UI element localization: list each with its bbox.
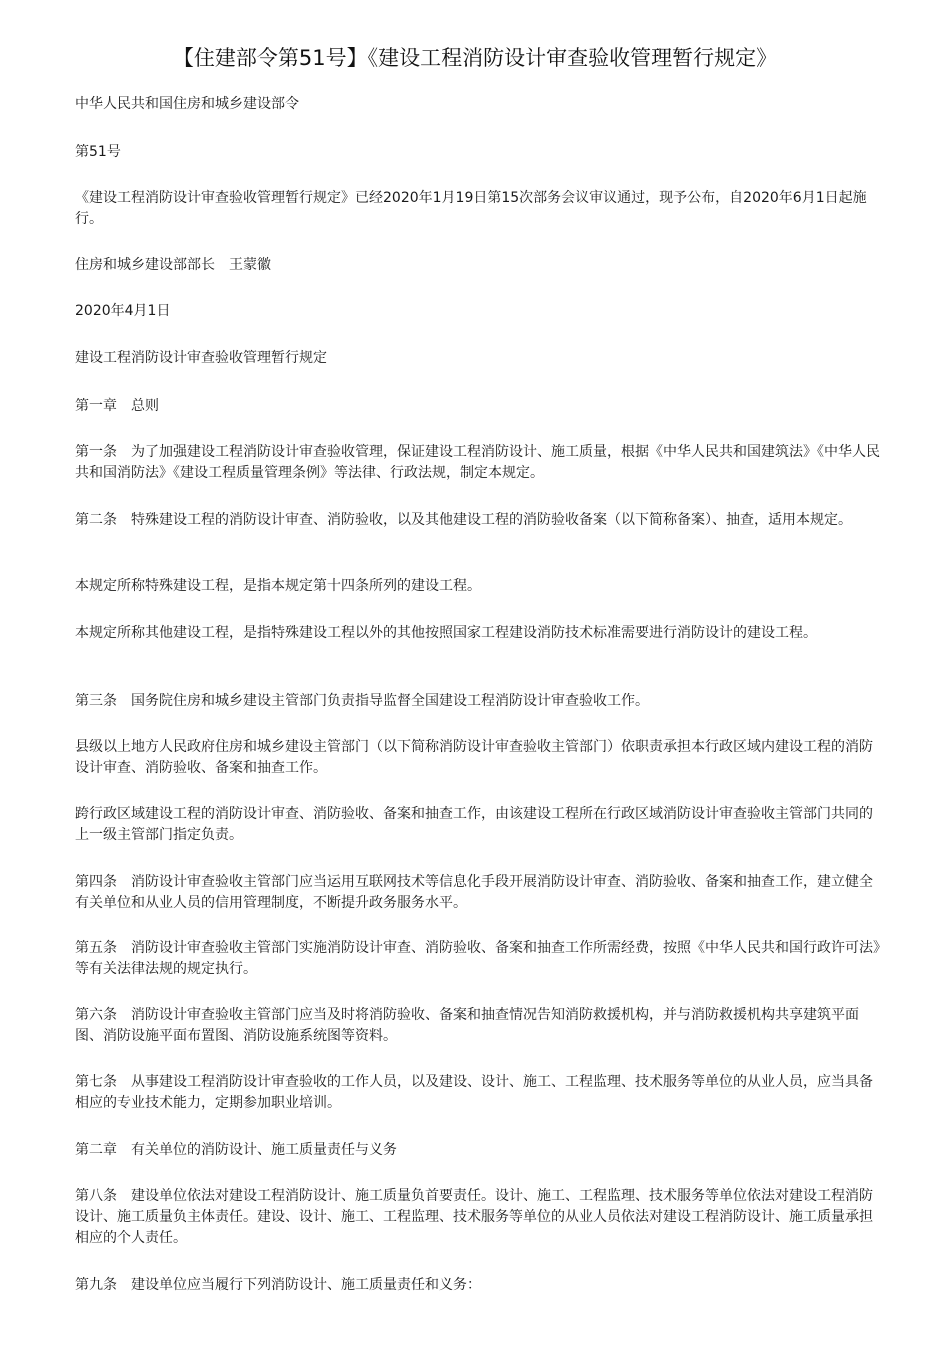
body-paragraph: 本规定所称特殊建设工程，是指本规定第十四条所列的建设工程。 bbox=[75, 578, 481, 594]
body-paragraph: 县级以上地方人民政府住房和城乡建设主管部门（以下简称消防设计审查验收主管部门）依职责承担本行政区域内建设工程的消防设计审查、消防验收、备案和抽查工作。 bbox=[75, 739, 873, 776]
article-paragraph: 第七条 从事建设工程消防设计审查验收的工作人员，以及建设、设计、施工、工程监理、技术服务等单位的从业人员，应当具备相应的专业技术能力，定期参加职业培训。 bbox=[75, 1074, 873, 1111]
signatory-line: 住房和城乡建设部部长 王蒙徽 bbox=[75, 257, 271, 273]
article-paragraph: 第六条 消防设计审查验收主管部门应当及时将消防验收、备案和抽查情况告知消防救援机构，并与消防救援机构共享建筑平面图、消防设施平面布置图、消防设施系统图等资料。 bbox=[75, 1007, 859, 1044]
body-paragraph: 本规定所称其他建设工程，是指特殊建设工程以外的其他按照国家工程建设消防技术标准需要进行消防设计的建设工程。 bbox=[75, 625, 817, 641]
document-title: 【住建部令第51号】《建设工程消防设计审查验收管理暂行规定》 bbox=[172, 46, 778, 70]
chapter-heading: 第一章 总则 bbox=[75, 398, 159, 414]
order-number: 第51号 bbox=[75, 144, 121, 160]
regulation-title: 建设工程消防设计审查验收管理暂行规定 bbox=[75, 350, 327, 366]
issue-date: 2020年4月1日 bbox=[75, 303, 171, 319]
chapter-heading: 第二章 有关单位的消防设计、施工质量责任与义务 bbox=[75, 1142, 397, 1158]
issuer-line: 中华人民共和国住房和城乡建设部令 bbox=[75, 96, 299, 112]
article-paragraph: 第五条 消防设计审查验收主管部门实施消防设计审查、消防验收、备案和抽查工作所需经费，按照《中华人民共和国行政许可法》等有关法律法规的规定执行。 bbox=[75, 940, 880, 977]
article-paragraph: 第一条 为了加强建设工程消防设计审查验收管理，保证建设工程消防设计、施工质量，根据《中华人民共和国建筑法》《中华人民共和国消防法》《建设工程质量管理条例》等法律、行政法规，制定本规定。 bbox=[75, 444, 880, 481]
article-paragraph: 第九条 建设单位应当履行下列消防设计、施工质量责任和义务： bbox=[75, 1277, 481, 1293]
article-paragraph: 第四条 消防设计审查验收主管部门应当运用互联网技术等信息化手段开展消防设计审查、消防验收、备案和抽查工作，建立健全有关单位和从业人员的信用管理制度，不断提升政务服务水平。 bbox=[75, 874, 873, 911]
body-paragraph: 跨行政区域建设工程的消防设计审查、消防验收、备案和抽查工作，由该建设工程所在行政区域消防设计审查验收主管部门共同的上一级主管部门指定负责。 bbox=[75, 806, 873, 843]
article-paragraph: 第三条 国务院住房和城乡建设主管部门负责指导监督全国建设工程消防设计审查验收工作。 bbox=[75, 693, 649, 709]
article-paragraph: 第二条 特殊建设工程的消防设计审查、消防验收，以及其他建设工程的消防验收备案（以下简称备案）、抽查，适用本规定。 bbox=[75, 512, 852, 528]
announcement-paragraph: 《建设工程消防设计审查验收管理暂行规定》已经2020年1月19日第15次部务会议审议通过，现予公布，自2020年6月1日起施行。 bbox=[75, 190, 867, 227]
article-paragraph: 第八条 建设单位依法对建设工程消防设计、施工质量负首要责任。设计、施工、工程监理、技术服务等单位依法对建设工程消防设计、施工质量负主体责任。建设、设计、施工、工程监理、技术服务等单位的从业人员依法对建设工程消防设计、施工质量承担相应的个人责任。 bbox=[75, 1188, 873, 1246]
